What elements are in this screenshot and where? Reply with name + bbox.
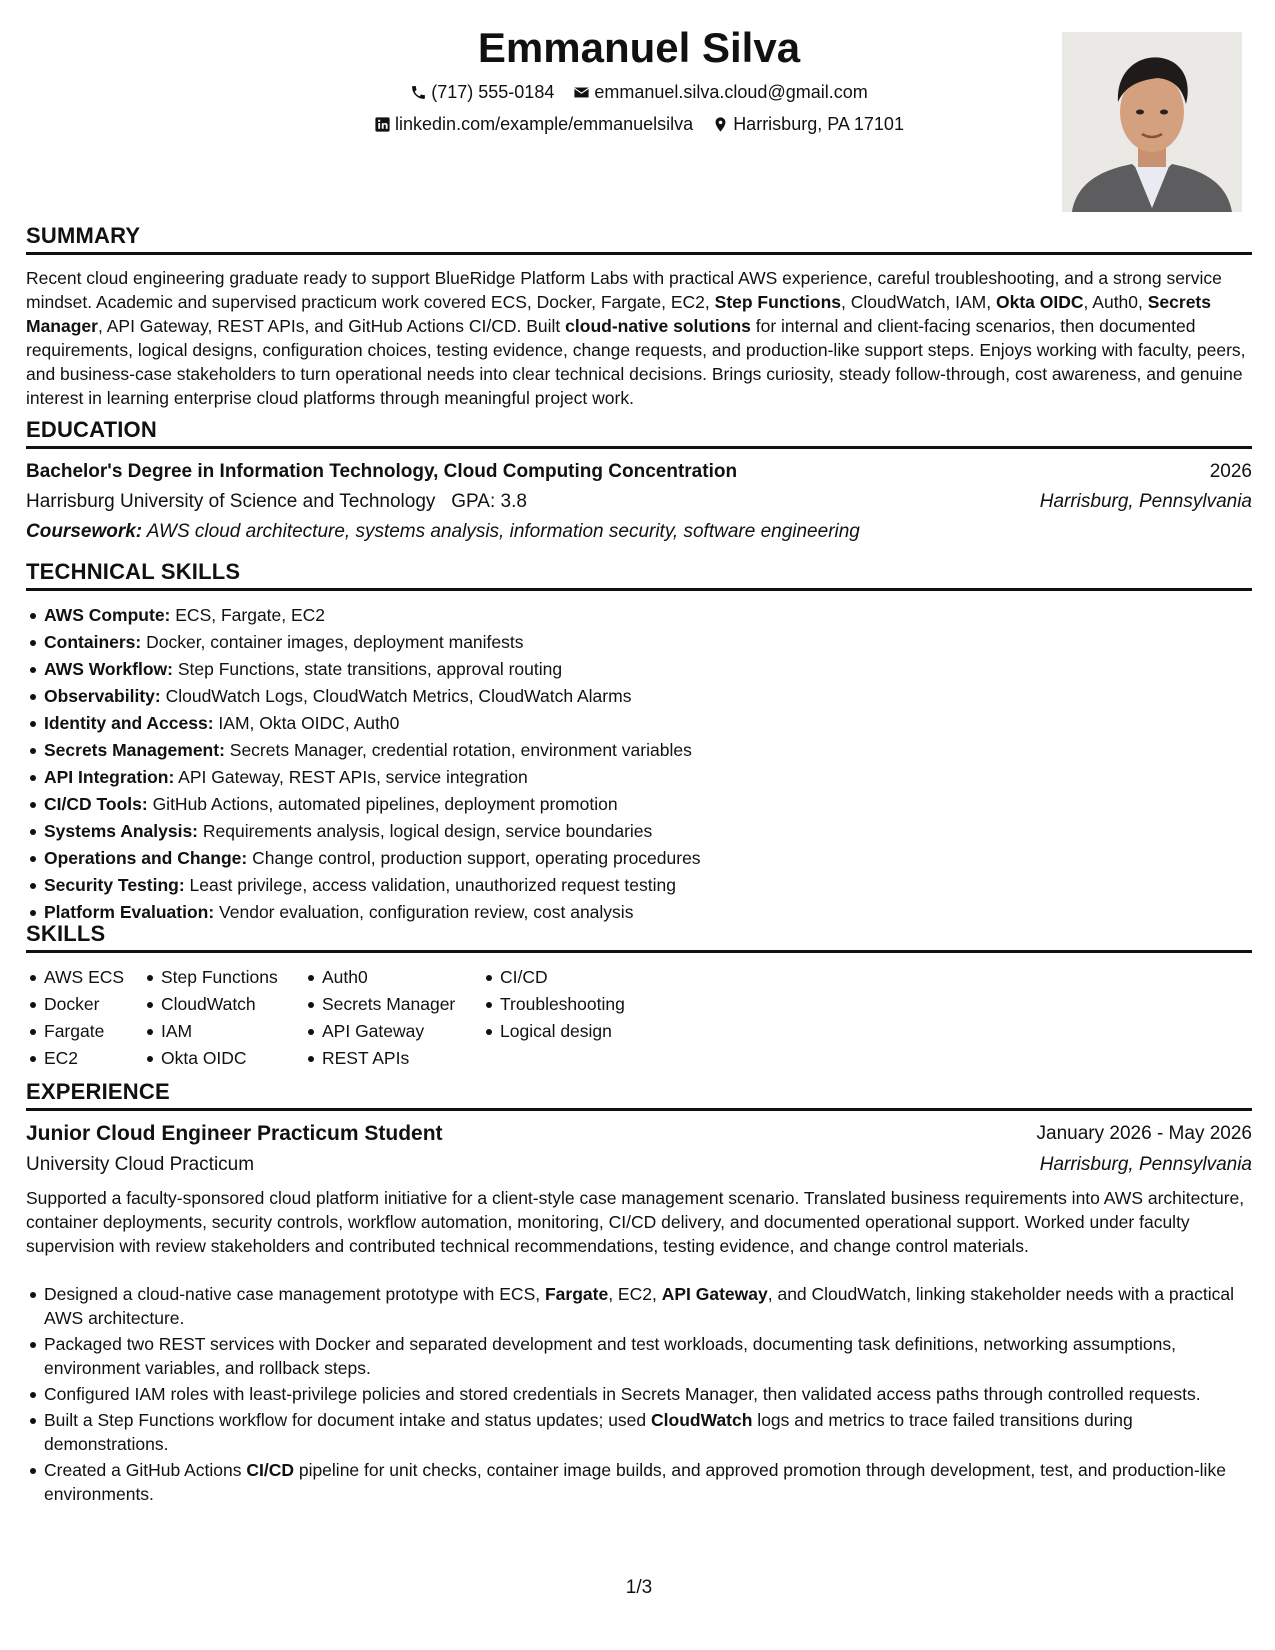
skill-category-values: Docker, container images, deployment manifests [141, 632, 524, 652]
job-title: Junior Cloud Engineer Practicum Student [26, 1122, 443, 1145]
skill-item: Secrets Manager [304, 992, 455, 1019]
text-run: logs and metrics to trace failed transitions during demonstrations. [44, 1410, 1133, 1454]
job-location: Harrisburg, Pennsylvania [1039, 1154, 1252, 1175]
coursework-row [26, 520, 1252, 548]
skill-item: Fargate [26, 1019, 124, 1046]
skill-item: Okta OIDC [143, 1046, 278, 1073]
technical-skill-item [26, 738, 1252, 765]
skill-category-label: Platform Evaluation: [44, 902, 215, 922]
skills-column [26, 965, 124, 1073]
bold-text: CloudWatch [651, 1410, 753, 1430]
skill-category-values: Vendor evaluation, configuration review, cost analysis [214, 902, 634, 922]
linkedin-contact[interactable] [374, 112, 693, 136]
skill-item: REST APIs [304, 1046, 455, 1073]
resume-page [26, 0, 1252, 1650]
skill-category-values: Least privilege, access validation, unauthorized request testing [184, 875, 676, 895]
skill-category-values: IAM, Okta OIDC, Auth0 [213, 713, 400, 733]
coursework-label: Coursework: [26, 521, 143, 542]
education-school-row [26, 490, 1252, 518]
experience-bullet [26, 1458, 1252, 1506]
email-contact[interactable] [573, 80, 867, 104]
bold-text: Secrets Manager [26, 292, 1211, 336]
skills-heading: SKILLS [26, 920, 1252, 953]
text-run: , Auth0, [1083, 292, 1148, 312]
technical-skill-item [26, 873, 1252, 900]
technical-skill-item [26, 846, 1252, 873]
skill-item: IAM [143, 1019, 278, 1046]
skill-category-values: API Gateway, REST APIs, service integration [174, 767, 528, 787]
skill-category-values: Change control, production support, operating procedures [247, 848, 701, 868]
technical-skill-item [26, 657, 1252, 684]
skill-item: Auth0 [304, 965, 455, 992]
bold-text: Step Functions [714, 292, 842, 312]
bold-text: Fargate [544, 1284, 609, 1304]
technical-skills-list [26, 603, 1252, 927]
experience-role-row [26, 1122, 1252, 1150]
candidate-name: Emmanuel Silva [477, 24, 801, 71]
skill-category-label: API Integration: [44, 767, 175, 787]
skill-item: Troubleshooting [482, 992, 625, 1019]
skill-item: CI/CD [482, 965, 625, 992]
technical-skill-item [26, 792, 1252, 819]
degree-title: Bachelor's Degree in Information Technology, Cloud Computing Concentration [26, 461, 738, 482]
location-contact [712, 112, 904, 136]
bold-text: CI/CD [246, 1460, 294, 1480]
experience-bullet [26, 1408, 1252, 1456]
summary-heading: SUMMARY [26, 222, 1252, 255]
map-pin-icon [712, 116, 729, 133]
skill-category-values: CloudWatch Logs, CloudWatch Metrics, CloudWatch Alarms [160, 686, 632, 706]
experience-bullets [26, 1282, 1252, 1508]
experience-org-row [26, 1153, 1252, 1181]
skill-category-values: Step Functions, state transitions, approval routing [172, 659, 563, 679]
skills-column [482, 965, 625, 1046]
email-address[interactable]: emmanuel.silva.cloud@gmail.com [594, 82, 868, 102]
skill-category-label: Operations and Change: [44, 848, 248, 868]
skill-category-values: Requirements analysis, logical design, service boundaries [198, 821, 653, 841]
experience-bullet [26, 1382, 1252, 1406]
skill-item: Logical design [482, 1019, 625, 1046]
text-run: , and CloudWatch, linking stakeholder needs with a practical AWS architecture. [44, 1284, 1235, 1328]
skill-category-label: Identity and Access: [44, 713, 214, 733]
skill-category-label: CI/CD Tools: [44, 794, 148, 814]
experience-description: Supported a faculty-sponsored cloud platform initiative for a client-style case management scenario. Translated business requirements into AWS architecture, container deployments, security controls, workflow automation, monitoring, CI/CD delivery, and documented operational support. Worked under faculty supervision with review stakeholders and contributed technical recommendations, testing evidence, and change control materials. [26, 1188, 1245, 1256]
skill-item: Docker [26, 992, 124, 1019]
graduation-year: 2026 [1209, 461, 1252, 482]
technical-skill-item [26, 603, 1252, 630]
skill-item: API Gateway [304, 1019, 455, 1046]
skill-category-label: Secrets Management: [44, 740, 225, 760]
skills-column [143, 965, 278, 1073]
text-run: Built a Step Functions workflow for document intake and status updates; used [44, 1410, 652, 1430]
technical-skill-item [26, 630, 1252, 657]
bold-text: Okta OIDC [996, 292, 1084, 312]
technical-skill-item [26, 684, 1252, 711]
skill-category-label: Containers: [44, 632, 142, 652]
technical-skill-item [26, 765, 1252, 792]
experience-bullet [26, 1332, 1252, 1380]
skill-category-label: Observability: [44, 686, 161, 706]
envelope-icon [573, 84, 590, 101]
school-name: Harrisburg University of Science and Technology [26, 491, 436, 512]
technical-skill-item [26, 819, 1252, 846]
coursework-list: AWS cloud architecture, systems analysis, information security, software engineering [146, 521, 860, 542]
skill-category-values: Secrets Manager, credential rotation, environment variables [224, 740, 692, 760]
technical-skills-heading: TECHNICAL SKILLS [26, 558, 1252, 591]
text-run: , API Gateway, REST APIs, and GitHub Actions CI/CD. Built [97, 316, 566, 336]
bold-text: API Gateway [661, 1284, 768, 1304]
phone-contact [410, 80, 554, 104]
linkedin-icon [374, 116, 391, 133]
school-location: Harrisburg, Pennsylvania [1039, 491, 1252, 512]
skills-grid [26, 965, 1252, 1075]
skill-item: EC2 [26, 1046, 124, 1073]
technical-skill-item [26, 711, 1252, 738]
text-run: Designed a cloud-native case management prototype with ECS, [44, 1284, 545, 1304]
profile-photo [1062, 32, 1242, 212]
skill-category-label: AWS Compute: [44, 605, 171, 625]
education-degree-row [26, 460, 1252, 488]
gpa: GPA: 3.8 [451, 491, 527, 512]
text-run: , EC2, [608, 1284, 662, 1304]
linkedin-url[interactable]: linkedin.com/example/emmanuelsilva [395, 114, 694, 134]
education-heading: EDUCATION [26, 416, 1252, 449]
experience-bullet [26, 1282, 1252, 1330]
skill-category-values: ECS, Fargate, EC2 [170, 605, 326, 625]
skill-item: Step Functions [143, 965, 278, 992]
skill-item: CloudWatch [143, 992, 278, 1019]
phone-icon [410, 84, 427, 101]
school-line [26, 490, 527, 514]
skill-category-label: Security Testing: [44, 875, 185, 895]
text-run: Packaged two REST services with Docker and separated development and test workloads, documenting task definitions, networking assumptions, environment variables, and rollback steps. [44, 1334, 1176, 1378]
text-run: Recent cloud engineering graduate ready to support BlueRidge Platform Labs with practical AWS experience, careful troubleshooting, and a strong service mindset. Academic and supervised practicum work covered ECS, Docker, Fargate, EC2, [26, 268, 1222, 312]
page-number: 1/3 [625, 1577, 653, 1598]
experience-heading: EXPERIENCE [26, 1078, 1252, 1111]
skill-category-label: Systems Analysis: [44, 821, 199, 841]
location-text: Harrisburg, PA 17101 [733, 114, 904, 134]
summary-paragraph [26, 266, 1252, 410]
job-dates: January 2026 - May 2026 [1036, 1123, 1252, 1144]
organization-name: University Cloud Practicum [26, 1154, 255, 1175]
skill-category-values: GitHub Actions, automated pipelines, deployment promotion [147, 794, 618, 814]
phone-number: (717) 555-0184 [431, 82, 555, 102]
text-run: , CloudWatch, IAM, [841, 292, 996, 312]
bold-text: cloud-native solutions [565, 316, 751, 336]
text-run: for internal and client-facing scenarios, then documented requirements, logical designs, configuration choices, testing evidence, change requests, and production-like support steps. Enjoys working with faculty, peers, and business-case stakeholders to turn operational needs into clear technical decisions. Brings curiosity, steady follow-through, cost awareness, and genuine interest in learning enterprise cloud platforms through meaningful project work. [26, 316, 1246, 408]
text-run: pipeline for unit checks, container image builds, and approved promotion through development, test, and production-like environments. [44, 1460, 1226, 1504]
text-run: Configured IAM roles with least-privilege policies and stored credentials in Secrets Manager, then validated access paths through controlled requests. [44, 1384, 1201, 1404]
text-run: Created a GitHub Actions [44, 1460, 247, 1480]
skills-column [304, 965, 455, 1073]
skill-category-label: AWS Workflow: [44, 659, 173, 679]
skill-item: AWS ECS [26, 965, 124, 992]
